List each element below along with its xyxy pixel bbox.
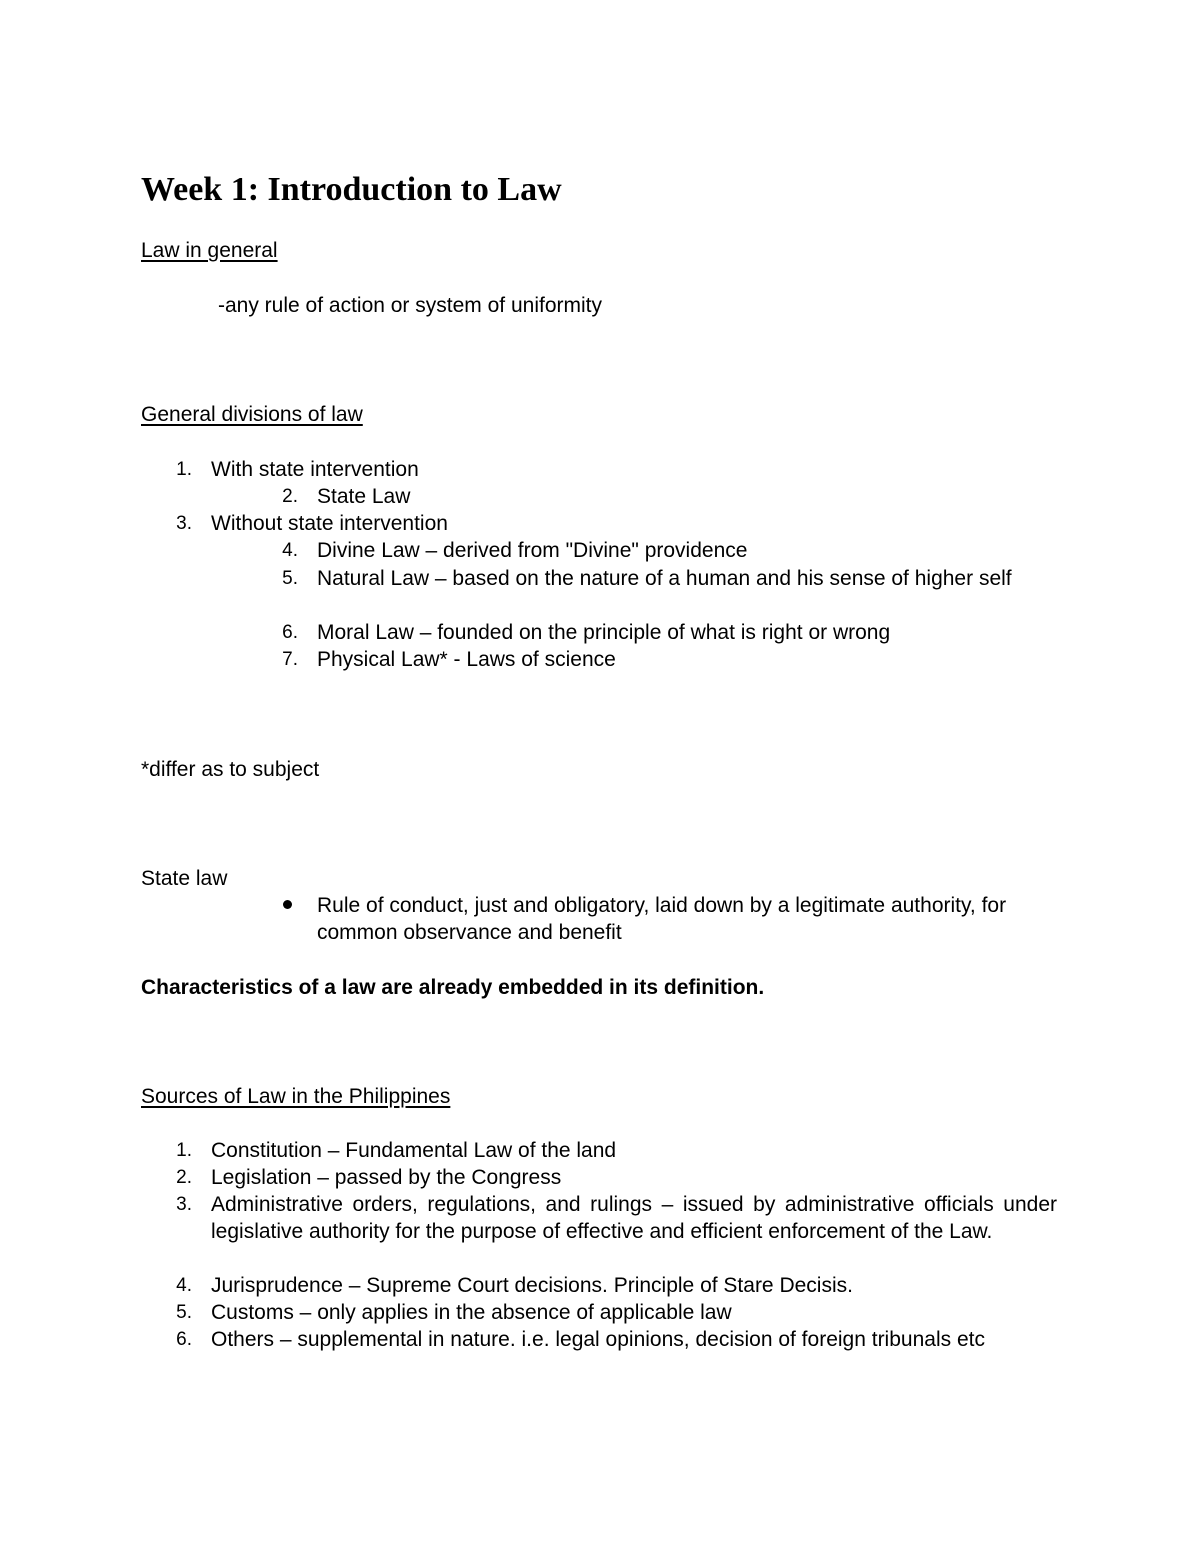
state-law-heading: State law	[141, 867, 228, 890]
emphasis-statement: Characteristics of a law are already embedded in its definition.	[141, 976, 765, 999]
list-item-text: Administrative orders, regulations, and rulings – issued by administrative officials under legislative authority for the purpose of effective and efficient enforcement of the Law.	[211, 1193, 1057, 1243]
list-item-number: 2.	[282, 486, 298, 507]
list-item-text: Physical Law* - Laws of science	[317, 648, 616, 671]
list-item-number: 4.	[282, 540, 298, 561]
list-item-text: Customs – only applies in the absence of applicable law	[211, 1301, 732, 1324]
bullet-icon	[283, 900, 292, 909]
list-item-number: 5.	[282, 568, 298, 589]
list-item-text: Divine Law – derived from "Divine" providence	[317, 539, 748, 562]
sources-heading: Sources of Law in the Philippines	[141, 1085, 451, 1108]
list-item-number: 5.	[176, 1302, 192, 1323]
list-item-text: Without state intervention	[211, 512, 448, 535]
footnote: *differ as to subject	[141, 758, 320, 781]
law-in-general-definition: -any rule of action or system of uniformity	[218, 294, 602, 317]
law-in-general-heading: Law in general	[141, 239, 278, 262]
list-item-number: 1.	[176, 1140, 192, 1161]
list-item-number: 3.	[176, 1194, 192, 1215]
list-item-number: 7.	[282, 649, 298, 670]
general-divisions-heading: General divisions of law	[141, 403, 363, 426]
list-item-number: 6.	[176, 1329, 192, 1350]
list-item-text: With state intervention	[211, 458, 419, 481]
list-item-text: Legislation – passed by the Congress	[211, 1166, 562, 1189]
list-item-number: 1.	[176, 459, 192, 480]
state-law-definition: Rule of conduct, just and obligatory, laid down by a legitimate authority, for common observance and benefit	[317, 894, 1007, 944]
list-item-number: 2.	[176, 1167, 192, 1188]
list-item-text: Moral Law – founded on the principle of what is right or wrong	[317, 621, 891, 644]
list-item-number: 3.	[176, 513, 192, 534]
list-item-text: Jurisprudence – Supreme Court decisions. Principle of Stare Decisis.	[211, 1274, 853, 1297]
list-item-number: 6.	[282, 622, 298, 643]
page-title: Week 1: Introduction to Law	[141, 171, 562, 208]
list-item-text: Constitution – Fundamental Law of the land	[211, 1139, 617, 1162]
list-item-text: State Law	[317, 485, 411, 508]
list-item-number: 4.	[176, 1275, 192, 1296]
list-item-text: Natural Law – based on the nature of a human and his sense of higher self	[317, 567, 1012, 590]
list-item-text: Others – supplemental in nature. i.e. legal opinions, decision of foreign tribunals etc	[211, 1328, 985, 1351]
